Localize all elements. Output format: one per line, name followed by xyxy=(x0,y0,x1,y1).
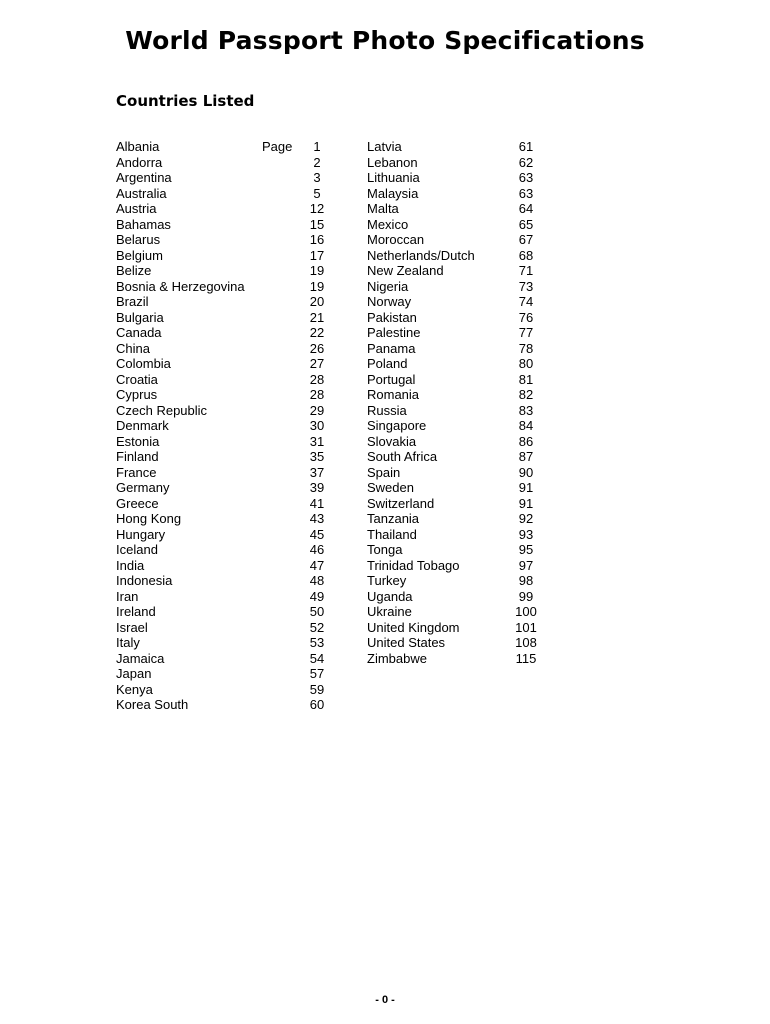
page-number: 41 xyxy=(309,495,325,511)
page-number: 97 xyxy=(518,557,534,573)
country-name: India xyxy=(116,557,145,573)
page-number: 100 xyxy=(515,604,537,619)
page-number: 61 xyxy=(518,139,534,154)
country-row xyxy=(367,201,597,217)
page-number: 86 xyxy=(518,433,534,449)
country-list-left xyxy=(116,139,346,713)
country-row xyxy=(367,620,597,636)
page-number: 91 xyxy=(518,495,534,511)
country-row xyxy=(116,604,346,620)
page-number: 92 xyxy=(518,511,534,526)
country-row xyxy=(367,139,597,155)
page-number: 19 xyxy=(309,278,325,294)
country-name: Hong Kong xyxy=(116,511,182,526)
country-name: Czech Republic xyxy=(116,402,208,418)
page-number: 16 xyxy=(309,232,325,247)
country-row xyxy=(367,294,597,310)
country-row xyxy=(116,434,346,450)
country-name: Lebanon xyxy=(367,154,418,170)
country-name: Bahamas xyxy=(116,216,171,232)
country-row xyxy=(116,356,346,372)
page-number: 115 xyxy=(515,650,537,666)
page-number: 73 xyxy=(518,278,534,294)
country-name: Iran xyxy=(116,588,139,604)
page-number: 43 xyxy=(309,511,325,526)
country-name: Slovakia xyxy=(367,433,417,449)
country-name: Estonia xyxy=(116,433,160,449)
country-name: Turkey xyxy=(367,573,407,588)
page-number: 15 xyxy=(309,216,325,232)
country-name: Brazil xyxy=(116,294,149,309)
page-number: 62 xyxy=(518,154,534,170)
country-row xyxy=(116,232,346,248)
country-name: Moroccan xyxy=(367,232,425,247)
page-number: 82 xyxy=(518,387,534,402)
page-number: 76 xyxy=(518,309,534,325)
country-row xyxy=(116,449,346,465)
country-row xyxy=(367,589,597,605)
country-name: Panama xyxy=(367,340,416,356)
country-name: Israel xyxy=(116,619,148,635)
country-row xyxy=(116,418,346,434)
country-name: Bulgaria xyxy=(116,309,164,325)
country-row xyxy=(116,651,346,667)
country-row xyxy=(367,465,597,481)
country-row xyxy=(116,170,346,186)
section-subtitle: Countries Listed xyxy=(116,92,255,110)
country-name: Belarus xyxy=(116,232,161,247)
page-number: 63 xyxy=(518,185,534,201)
page-number: 84 xyxy=(518,418,534,433)
country-name: Croatia xyxy=(116,371,158,387)
country-row xyxy=(116,279,346,295)
country-name: Latvia xyxy=(367,139,402,154)
country-row xyxy=(116,558,346,574)
page-number: 5 xyxy=(313,185,321,201)
country-name: Nigeria xyxy=(367,278,409,294)
country-row xyxy=(367,403,597,419)
page-number: 67 xyxy=(518,232,534,247)
country-name: Italy xyxy=(116,635,140,650)
page-number: 95 xyxy=(518,542,534,557)
page-number: 78 xyxy=(518,340,534,356)
country-name: Japan xyxy=(116,666,152,681)
country-row xyxy=(367,449,597,465)
country-name: Finland xyxy=(116,449,159,464)
page-number: 52 xyxy=(309,619,325,635)
page-number: 3 xyxy=(313,170,321,185)
page-number: 50 xyxy=(309,604,325,619)
country-name: New Zealand xyxy=(367,263,444,278)
country-row xyxy=(367,186,597,202)
country-name: Romania xyxy=(367,387,420,402)
country-row xyxy=(116,620,346,636)
page-number: 77 xyxy=(518,325,534,340)
page-number: 35 xyxy=(309,449,325,464)
country-name: Belgium xyxy=(116,247,163,263)
page-number: 90 xyxy=(518,464,534,480)
country-row xyxy=(116,542,346,558)
country-row xyxy=(116,294,346,310)
country-name: Uganda xyxy=(367,588,413,604)
country-name: Australia xyxy=(116,185,167,201)
country-row xyxy=(116,496,346,512)
page-number: 26 xyxy=(309,340,325,356)
page-number: 80 xyxy=(518,356,534,371)
page-number: 81 xyxy=(518,371,534,387)
page-number: 12 xyxy=(309,201,325,216)
country-row xyxy=(116,666,346,682)
country-row xyxy=(116,372,346,388)
page-number: 31 xyxy=(309,433,325,449)
country-row xyxy=(367,372,597,388)
country-row xyxy=(116,573,346,589)
country-row xyxy=(367,573,597,589)
country-row xyxy=(367,542,597,558)
page-number: 46 xyxy=(309,542,325,557)
page-number: 21 xyxy=(309,309,325,325)
country-row xyxy=(367,170,597,186)
page-number: 108 xyxy=(515,635,537,650)
page-number: 59 xyxy=(309,681,325,697)
page-number: 65 xyxy=(518,216,534,232)
country-row xyxy=(367,604,597,620)
page-number: 37 xyxy=(309,464,325,480)
page-number: 39 xyxy=(309,480,325,495)
page-number: 64 xyxy=(518,201,534,216)
country-name: Thailand xyxy=(367,526,417,542)
country-name: Indonesia xyxy=(116,573,173,588)
page-number: 28 xyxy=(309,371,325,387)
country-name: Palestine xyxy=(367,325,421,340)
country-name: Kenya xyxy=(116,681,153,697)
page-number: 17 xyxy=(309,247,325,263)
page-number: 2 xyxy=(313,154,321,170)
country-row xyxy=(116,139,346,155)
country-row xyxy=(116,697,346,713)
country-row xyxy=(116,387,346,403)
country-row xyxy=(116,635,346,651)
country-name: Canada xyxy=(116,325,162,340)
page-number: 1 xyxy=(313,139,321,154)
country-name: Colombia xyxy=(116,356,171,371)
country-name: Lithuania xyxy=(367,170,420,185)
country-row xyxy=(116,310,346,326)
page-number: 29 xyxy=(309,402,325,418)
page-number-footer: - 0 - xyxy=(375,994,395,1006)
country-name: Pakistan xyxy=(367,309,417,325)
country-row xyxy=(367,155,597,171)
country-name: Bosnia & Herzegovina xyxy=(116,278,245,294)
country-name: Malta xyxy=(367,201,399,216)
country-row xyxy=(367,511,597,527)
country-name: China xyxy=(116,340,150,356)
country-name: United States xyxy=(367,635,446,650)
page-number: 87 xyxy=(518,449,534,464)
country-row xyxy=(367,217,597,233)
country-name: Cyprus xyxy=(116,387,158,402)
country-row xyxy=(367,527,597,543)
country-name: Belize xyxy=(116,263,152,278)
country-name: Singapore xyxy=(367,418,427,433)
country-name: Mexico xyxy=(367,216,409,232)
country-row xyxy=(116,263,346,279)
page-number: 27 xyxy=(309,356,325,371)
country-row xyxy=(367,418,597,434)
country-row xyxy=(367,635,597,651)
page-number: 54 xyxy=(309,650,325,666)
page-number: 74 xyxy=(518,294,534,309)
country-row xyxy=(367,341,597,357)
country-name: Korea South xyxy=(116,697,189,712)
page-number: 60 xyxy=(309,697,325,712)
country-name: Tonga xyxy=(367,542,403,557)
country-row xyxy=(367,263,597,279)
country-name: Sweden xyxy=(367,480,414,495)
country-name: United Kingdom xyxy=(367,619,460,635)
country-row xyxy=(367,387,597,403)
country-row xyxy=(367,232,597,248)
country-row xyxy=(116,465,346,481)
country-name: Denmark xyxy=(116,418,169,433)
country-name: Iceland xyxy=(116,542,158,557)
country-row xyxy=(116,589,346,605)
country-name: Trinidad Tobago xyxy=(367,557,460,573)
page-number: 30 xyxy=(309,418,325,433)
country-name: Hungary xyxy=(116,526,166,542)
country-name: Andorra xyxy=(116,154,163,170)
country-row xyxy=(116,217,346,233)
country-row xyxy=(116,325,346,341)
country-name: France xyxy=(116,464,157,480)
country-name: Zimbabwe xyxy=(367,650,427,666)
page-number: 53 xyxy=(309,635,325,650)
country-row xyxy=(367,248,597,264)
page-number: 91 xyxy=(518,480,534,495)
country-name: Poland xyxy=(367,356,408,371)
page-number: 20 xyxy=(309,294,325,309)
page-column-label: Page xyxy=(262,139,293,154)
country-row xyxy=(116,682,346,698)
country-name: Austria xyxy=(116,201,157,216)
page-number: 28 xyxy=(309,387,325,402)
page-number: 48 xyxy=(309,573,325,588)
page-number: 22 xyxy=(309,325,325,340)
country-row xyxy=(116,248,346,264)
country-row xyxy=(116,480,346,496)
country-row xyxy=(116,341,346,357)
country-row xyxy=(367,651,597,667)
country-row xyxy=(367,279,597,295)
page-title: World Passport Photo Specifications xyxy=(125,26,645,55)
country-name: Germany xyxy=(116,480,170,495)
country-row xyxy=(116,527,346,543)
country-row xyxy=(116,403,346,419)
country-row xyxy=(367,480,597,496)
country-name: Greece xyxy=(116,495,159,511)
page-number: 49 xyxy=(309,588,325,604)
country-name: Ireland xyxy=(116,604,156,619)
country-name: Argentina xyxy=(116,170,172,185)
country-row xyxy=(367,434,597,450)
country-name: Tanzania xyxy=(367,511,420,526)
country-name: Portugal xyxy=(367,371,416,387)
country-row xyxy=(367,310,597,326)
page-number: 93 xyxy=(518,526,534,542)
country-name: Ukraine xyxy=(367,604,412,619)
country-name: Switzerland xyxy=(367,495,435,511)
country-name: Spain xyxy=(367,464,401,480)
country-row xyxy=(116,155,346,171)
page-number: 101 xyxy=(515,619,537,635)
country-list-right xyxy=(367,139,597,666)
country-row xyxy=(367,356,597,372)
country-row xyxy=(116,201,346,217)
country-row xyxy=(116,186,346,202)
page-number: 83 xyxy=(518,402,534,418)
page-number: 57 xyxy=(309,666,325,681)
page-number: 98 xyxy=(518,573,534,588)
page-number: 99 xyxy=(518,588,534,604)
country-row xyxy=(116,511,346,527)
page-number: 68 xyxy=(518,247,534,263)
page-number: 47 xyxy=(309,557,325,573)
country-name: Russia xyxy=(367,402,407,418)
country-name: Jamaica xyxy=(116,650,165,666)
country-name: Norway xyxy=(367,294,412,309)
country-row xyxy=(367,558,597,574)
country-name: South Africa xyxy=(367,449,438,464)
page-number: 45 xyxy=(309,526,325,542)
page-number: 19 xyxy=(309,263,325,278)
country-name: Netherlands/Dutch xyxy=(367,247,475,263)
page-number: 71 xyxy=(518,263,534,278)
country-name: Albania xyxy=(116,139,160,154)
country-name: Malaysia xyxy=(367,185,419,201)
page-number: 63 xyxy=(518,170,534,185)
country-row xyxy=(367,496,597,512)
country-row xyxy=(367,325,597,341)
